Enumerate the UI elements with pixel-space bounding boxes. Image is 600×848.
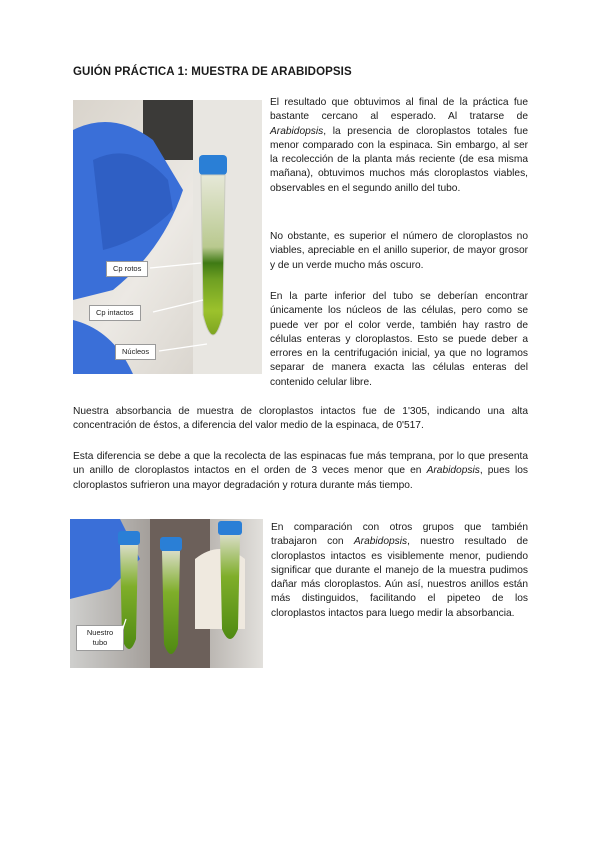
paragraph-4: Nuestra absorbancia de muestra de cloroplastos intactos fue de 1'305, indicando una alta concentración de éstos, a diferencia del valor medio de la espinaca, de 0'517. <box>73 406 528 432</box>
paragraph-2: No obstante, es superior el número de cloroplastos no viables, apreciable en el anillo superior, de mayor grosor y de un verde mucho más oscuro. <box>270 231 528 271</box>
label-arrows <box>73 100 262 374</box>
arrow-cp-rotos <box>150 263 201 268</box>
tube-photo-2 <box>70 519 263 668</box>
label-nuestro-tubo: Nuestro tubo <box>76 625 124 651</box>
page-title: GUIÓN PRÁCTICA 1: MUESTRA DE ARABIDOPSIS <box>73 66 352 78</box>
label-arrow-2 <box>70 519 263 668</box>
arrow-cp-intactos <box>153 300 203 312</box>
arrow-nucleos <box>159 344 207 351</box>
paragraph-1: El resultado que obtuvimos al final de la práctica fue bastante cercano al esperado. Al tratarse de Arabidopsis, la presencia de cloroplastos totales fue menor comparado con la espinaca. Sin embargo, al ser la recolección de la planta más reciente (de esa misma mañana), obtuvimos muchos más cloroplastos viables, observables en el segundo anillo del tubo. <box>270 97 528 194</box>
label-cp-rotos: Cp rotos <box>106 261 148 277</box>
paragraph-6: En comparación con otros grupos que también trabajaron con Arabidopsis, nuestro resultado de cloroplastos intactos es visiblemente menor, pudiendo significar que durante el manejo de la muestra pudimos dañar más cloroplastos. Aún así, nuestros anillos están más distinguidos, facilitando el pipeteo de los cloroplastos intactos para luego medir la absorbancia. <box>271 522 529 619</box>
paragraph-5: Esta diferencia se debe a que la recolecta de las espinacas fue más temprana, por lo que presenta un anillo de cloroplastos intactos en el orden de 3 veces menor que en Arabidopsis, pues los cloroplastos sufrieron una mayor degradación y rotura durante más tiempo. <box>73 451 528 491</box>
arrow-nuestro-tubo <box>122 619 126 631</box>
label-cp-intactos: Cp intactos <box>89 305 141 321</box>
tube-photo-1 <box>73 100 262 374</box>
paragraph-3: En la parte inferior del tubo se deberían encontrar únicamente los núcleos de las células, pero como se puede ver por el color verde, también hay rastro de células enteras y cloroplastos. Esto se puede deber a errores en la centrifugación inicial, ya que no logramos separar de manera exacta las células enteras del contenido celular libre. <box>270 291 528 388</box>
label-nucleos: Núcleos <box>115 344 156 360</box>
